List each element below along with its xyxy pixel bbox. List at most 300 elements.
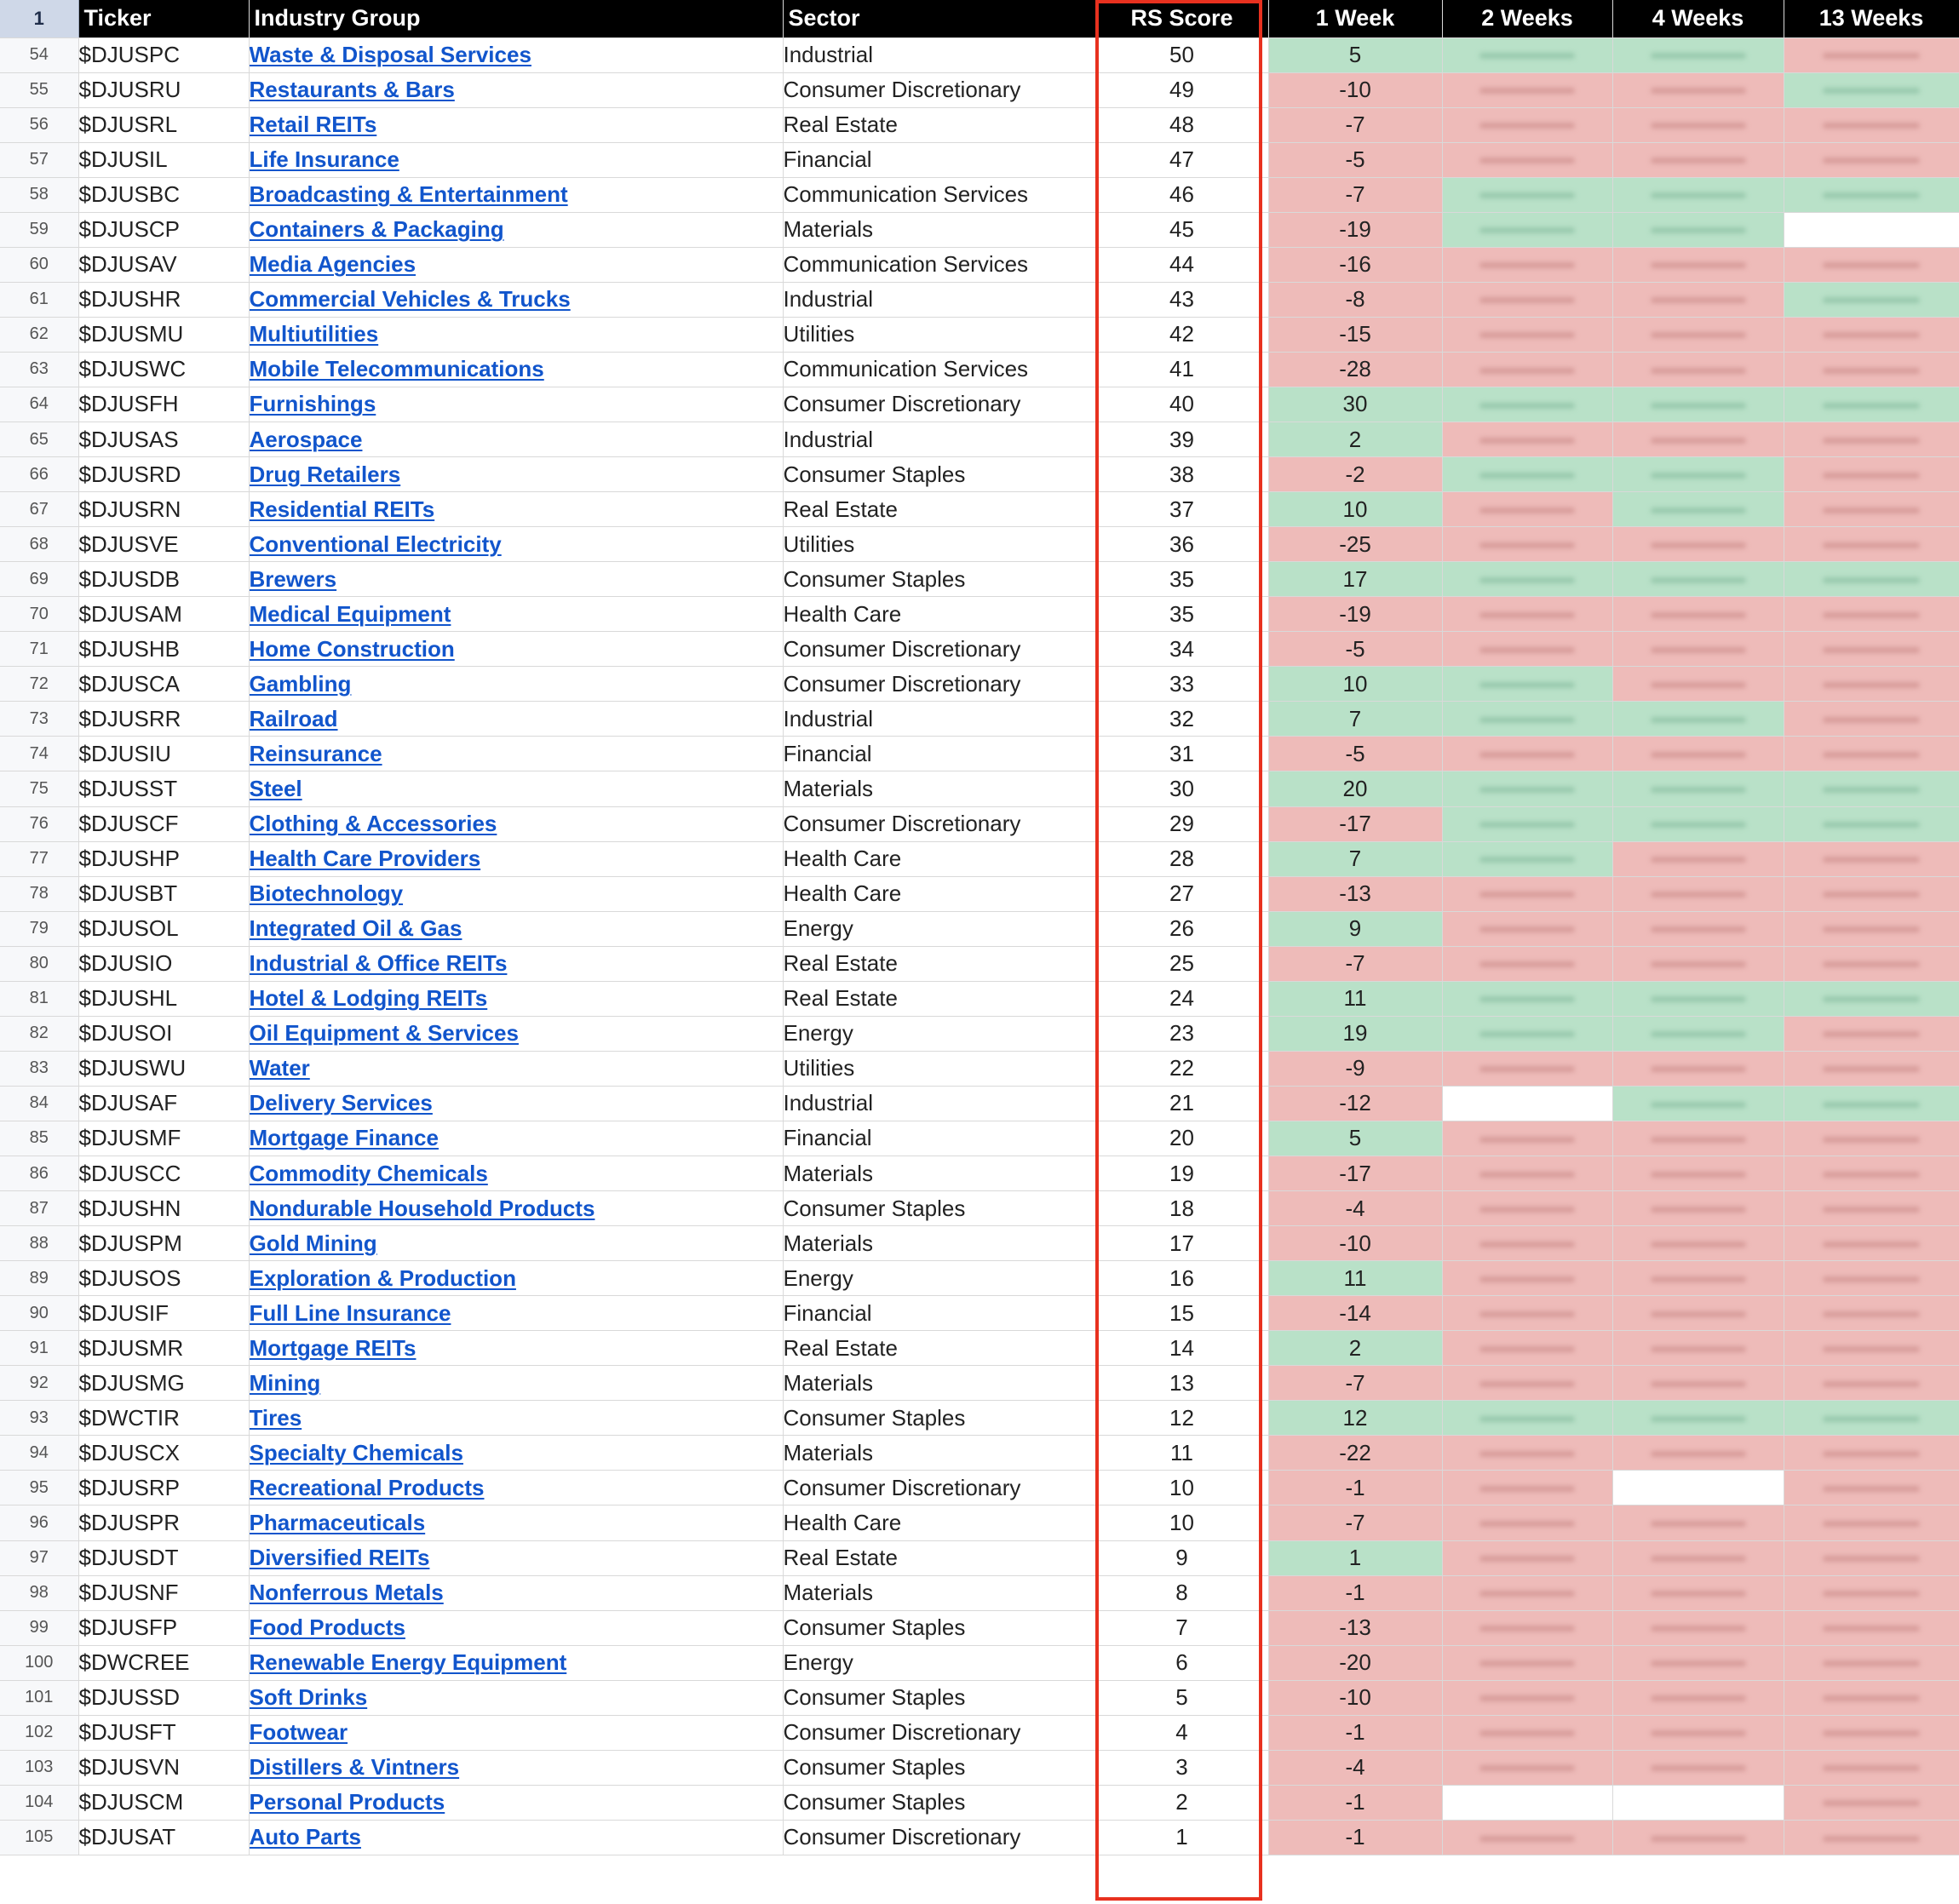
sector-cell[interactable]: Materials xyxy=(783,1226,1095,1261)
table-row[interactable] xyxy=(0,107,1959,142)
table-row[interactable] xyxy=(0,597,1959,632)
blurred-change-cell-w4[interactable] xyxy=(1612,1296,1784,1331)
blurred-change-cell-w13[interactable] xyxy=(1784,1540,1959,1575)
week1-change-cell[interactable]: -19 xyxy=(1268,212,1442,247)
row-number[interactable]: 65 xyxy=(0,422,78,457)
blurred-change-cell-w13[interactable] xyxy=(1784,1016,1959,1051)
industry-group-cell[interactable] xyxy=(249,37,783,72)
rs-score-cell[interactable]: 46 xyxy=(1095,177,1268,212)
week1-change-cell[interactable]: 10 xyxy=(1268,492,1442,527)
ticker-cell[interactable]: $DJUSCA xyxy=(78,667,249,702)
ticker-cell[interactable]: $DJUSAT xyxy=(78,1820,249,1855)
sector-cell[interactable]: Energy xyxy=(783,1645,1095,1680)
sector-cell[interactable]: Health Care xyxy=(783,841,1095,876)
sector-cell[interactable]: Consumer Staples xyxy=(783,1750,1095,1785)
blurred-change-cell-w13[interactable] xyxy=(1784,1575,1959,1610)
week1-change-cell[interactable]: -12 xyxy=(1268,1086,1442,1121)
blurred-change-cell-w13[interactable] xyxy=(1784,632,1959,667)
row-number[interactable]: 90 xyxy=(0,1296,78,1331)
ticker-cell[interactable]: $DJUSRD xyxy=(78,457,249,492)
ticker-cell[interactable]: $DJUSIO xyxy=(78,946,249,981)
blurred-change-cell-w4[interactable] xyxy=(1612,597,1784,632)
blurred-change-cell-w13[interactable] xyxy=(1784,457,1959,492)
blurred-change-cell-w13[interactable] xyxy=(1784,1715,1959,1750)
ticker-cell[interactable]: $DJUSFT xyxy=(78,1715,249,1750)
blurred-change-cell-w13[interactable] xyxy=(1784,387,1959,422)
industry-group-link[interactable]: Nondurable Household Products xyxy=(249,1195,595,1221)
row-number[interactable]: 99 xyxy=(0,1610,78,1645)
blurred-change-cell-w13[interactable] xyxy=(1784,422,1959,457)
week1-change-cell[interactable]: -22 xyxy=(1268,1436,1442,1471)
rs-score-cell[interactable]: 34 xyxy=(1095,632,1268,667)
ticker-cell[interactable]: $DJUSRR xyxy=(78,702,249,737)
week1-change-cell[interactable]: 7 xyxy=(1268,702,1442,737)
blurred-change-cell-w2[interactable] xyxy=(1442,841,1612,876)
blurred-change-cell-w13[interactable] xyxy=(1784,1505,1959,1540)
row-number[interactable]: 79 xyxy=(0,911,78,946)
week1-change-cell[interactable]: 30 xyxy=(1268,387,1442,422)
ticker-cell[interactable]: $DJUSNF xyxy=(78,1575,249,1610)
week1-change-cell[interactable]: 11 xyxy=(1268,1261,1442,1296)
sector-cell[interactable]: Consumer Staples xyxy=(783,457,1095,492)
table-row[interactable] xyxy=(0,1785,1959,1820)
ticker-cell[interactable]: $DJUSFP xyxy=(78,1610,249,1645)
week1-change-cell[interactable]: -7 xyxy=(1268,946,1442,981)
table-row[interactable] xyxy=(0,1820,1959,1855)
rs-score-cell[interactable]: 45 xyxy=(1095,212,1268,247)
industry-group-link[interactable]: Personal Products xyxy=(249,1789,445,1815)
sector-cell[interactable]: Industrial xyxy=(783,37,1095,72)
week1-change-cell[interactable]: 2 xyxy=(1268,1331,1442,1366)
week1-change-cell[interactable]: -5 xyxy=(1268,737,1442,771)
blurred-change-cell-w4[interactable] xyxy=(1612,667,1784,702)
industry-group-cell[interactable] xyxy=(249,1575,783,1610)
table-row[interactable] xyxy=(0,1156,1959,1191)
ticker-cell[interactable]: $DJUSIU xyxy=(78,737,249,771)
blurred-change-cell-w4[interactable] xyxy=(1612,37,1784,72)
table-row[interactable] xyxy=(0,1121,1959,1156)
rs-score-cell[interactable]: 3 xyxy=(1095,1750,1268,1785)
ticker-cell[interactable]: $DJUSAS xyxy=(78,422,249,457)
rs-score-cell[interactable]: 50 xyxy=(1095,37,1268,72)
table-row[interactable] xyxy=(0,212,1959,247)
blurred-change-cell-w13[interactable] xyxy=(1784,352,1959,387)
industry-group-cell[interactable] xyxy=(249,1750,783,1785)
blurred-change-cell-w4[interactable] xyxy=(1612,946,1784,981)
industry-group-cell[interactable] xyxy=(249,212,783,247)
week1-change-cell[interactable]: 11 xyxy=(1268,981,1442,1016)
industry-group-cell[interactable] xyxy=(249,737,783,771)
sector-cell[interactable]: Consumer Staples xyxy=(783,1191,1095,1226)
industry-group-link[interactable]: Multiutilities xyxy=(249,321,379,347)
week1-change-cell[interactable]: -2 xyxy=(1268,457,1442,492)
industry-group-cell[interactable] xyxy=(249,1645,783,1680)
rs-score-cell[interactable]: 37 xyxy=(1095,492,1268,527)
blurred-change-cell-w13[interactable] xyxy=(1784,1680,1959,1715)
row-number[interactable]: 98 xyxy=(0,1575,78,1610)
ticker-cell[interactable]: $DJUSMU xyxy=(78,317,249,352)
blurred-change-cell-w2[interactable] xyxy=(1442,1505,1612,1540)
rs-score-cell[interactable]: 41 xyxy=(1095,352,1268,387)
header-13-weeks[interactable]: 13 Weeks xyxy=(1784,0,1959,37)
industry-group-link[interactable]: Health Care Providers xyxy=(249,846,481,872)
blurred-change-cell-w4[interactable] xyxy=(1612,1680,1784,1715)
blurred-change-cell-w4[interactable] xyxy=(1612,562,1784,597)
ticker-cell[interactable]: $DJUSCM xyxy=(78,1785,249,1820)
sector-cell[interactable]: Utilities xyxy=(783,527,1095,562)
row-number[interactable]: 103 xyxy=(0,1750,78,1785)
blurred-change-cell-w2[interactable] xyxy=(1442,142,1612,177)
ticker-cell[interactable]: $DJUSCC xyxy=(78,1156,249,1191)
blurred-change-cell-w4[interactable] xyxy=(1612,352,1784,387)
row-number[interactable]: 72 xyxy=(0,667,78,702)
table-row[interactable] xyxy=(0,1366,1959,1401)
blurred-change-cell-w4[interactable] xyxy=(1612,1226,1784,1261)
industry-group-cell[interactable] xyxy=(249,806,783,841)
blurred-change-cell-w13[interactable] xyxy=(1784,1086,1959,1121)
industry-group-link[interactable]: Conventional Electricity xyxy=(249,530,502,557)
table-row[interactable] xyxy=(0,1575,1959,1610)
week1-change-cell[interactable]: -7 xyxy=(1268,1366,1442,1401)
industry-group-link[interactable]: Diversified REITs xyxy=(249,1545,430,1571)
industry-group-link[interactable]: Residential REITs xyxy=(249,496,435,522)
week1-change-cell[interactable]: -8 xyxy=(1268,282,1442,317)
rs-score-cell[interactable]: 42 xyxy=(1095,317,1268,352)
sector-cell[interactable]: Energy xyxy=(783,1016,1095,1051)
rs-score-cell[interactable]: 28 xyxy=(1095,841,1268,876)
sector-cell[interactable]: Consumer Discretionary xyxy=(783,72,1095,107)
rs-score-cell[interactable]: 44 xyxy=(1095,247,1268,282)
row-number[interactable]: 69 xyxy=(0,562,78,597)
blurred-change-cell-w4[interactable] xyxy=(1612,422,1784,457)
sector-cell[interactable]: Materials xyxy=(783,212,1095,247)
sector-cell[interactable]: Materials xyxy=(783,1366,1095,1401)
row-number[interactable]: 58 xyxy=(0,177,78,212)
industry-group-link[interactable]: Containers & Packaging xyxy=(249,216,504,243)
blurred-change-cell-w13[interactable] xyxy=(1784,142,1959,177)
header-sector[interactable]: Sector xyxy=(783,0,1095,37)
industry-group-link[interactable]: Mortgage Finance xyxy=(249,1125,439,1151)
ticker-cell[interactable]: $DJUSVE xyxy=(78,527,249,562)
row-number[interactable]: 68 xyxy=(0,527,78,562)
blurred-change-cell-w2[interactable] xyxy=(1442,1156,1612,1191)
industry-group-cell[interactable] xyxy=(249,1156,783,1191)
ticker-cell[interactable]: $DJUSAV xyxy=(78,247,249,282)
blurred-change-cell-w4[interactable] xyxy=(1612,632,1784,667)
blurred-change-cell-w13[interactable] xyxy=(1784,1051,1959,1086)
industry-group-link[interactable]: Distillers & Vintners xyxy=(249,1754,460,1781)
industry-group-link[interactable]: Delivery Services xyxy=(249,1090,433,1116)
row-number[interactable]: 62 xyxy=(0,317,78,352)
week1-change-cell[interactable]: -10 xyxy=(1268,1226,1442,1261)
rs-score-cell[interactable]: 12 xyxy=(1095,1401,1268,1436)
blurred-change-cell-w4[interactable] xyxy=(1612,1331,1784,1366)
blurred-change-cell-w2[interactable] xyxy=(1442,946,1612,981)
ticker-cell[interactable]: $DJUSVN xyxy=(78,1750,249,1785)
industry-group-link[interactable]: Brewers xyxy=(249,565,337,592)
rs-score-cell[interactable]: 36 xyxy=(1095,527,1268,562)
blurred-change-cell-w2[interactable] xyxy=(1442,1296,1612,1331)
blurred-change-cell-w2[interactable] xyxy=(1442,1016,1612,1051)
table-row[interactable] xyxy=(0,632,1959,667)
blurred-change-cell-w4[interactable] xyxy=(1612,1086,1784,1121)
week1-change-cell[interactable]: -28 xyxy=(1268,352,1442,387)
blurred-change-cell-w13[interactable] xyxy=(1784,282,1959,317)
industry-group-link[interactable]: Gambling xyxy=(249,670,352,697)
row-number[interactable]: 70 xyxy=(0,597,78,632)
row-number[interactable]: 94 xyxy=(0,1436,78,1471)
rs-score-cell[interactable]: 48 xyxy=(1095,107,1268,142)
week1-change-cell[interactable]: -16 xyxy=(1268,247,1442,282)
blurred-change-cell-w2[interactable] xyxy=(1442,597,1612,632)
ticker-cell[interactable]: $DJUSMF xyxy=(78,1121,249,1156)
industry-group-link[interactable]: Auto Parts xyxy=(249,1824,361,1850)
blurred-change-cell-w13[interactable] xyxy=(1784,527,1959,562)
row-number[interactable]: 84 xyxy=(0,1086,78,1121)
industry-group-cell[interactable] xyxy=(249,1016,783,1051)
ticker-cell[interactable]: $DJUSPR xyxy=(78,1505,249,1540)
blurred-change-cell-w4[interactable] xyxy=(1612,1750,1784,1785)
industry-group-link[interactable]: Clothing & Accessories xyxy=(249,811,497,837)
table-row[interactable] xyxy=(0,1471,1959,1505)
row-number[interactable]: 57 xyxy=(0,142,78,177)
blurred-change-cell-w13[interactable] xyxy=(1784,1121,1959,1156)
blurred-change-cell-w13[interactable] xyxy=(1784,806,1959,841)
ticker-cell[interactable]: $DJUSOL xyxy=(78,911,249,946)
blurred-change-cell-w13[interactable] xyxy=(1784,1191,1959,1226)
week1-change-cell[interactable]: -1 xyxy=(1268,1715,1442,1750)
ticker-cell[interactable]: $DWCTIR xyxy=(78,1401,249,1436)
ticker-cell[interactable]: $DJUSPM xyxy=(78,1226,249,1261)
table-row[interactable] xyxy=(0,702,1959,737)
table-row[interactable] xyxy=(0,387,1959,422)
header-1-week[interactable]: 1 Week xyxy=(1268,0,1442,37)
table-row[interactable] xyxy=(0,352,1959,387)
blurred-change-cell-w4[interactable] xyxy=(1612,1785,1784,1820)
header-industry-group[interactable]: Industry Group xyxy=(249,0,783,37)
row-number[interactable]: 80 xyxy=(0,946,78,981)
ticker-cell[interactable]: $DJUSDB xyxy=(78,562,249,597)
table-row[interactable] xyxy=(0,37,1959,72)
blurred-change-cell-w2[interactable] xyxy=(1442,387,1612,422)
blurred-change-cell-w2[interactable] xyxy=(1442,422,1612,457)
rs-score-cell[interactable]: 27 xyxy=(1095,876,1268,911)
blurred-change-cell-w2[interactable] xyxy=(1442,1680,1612,1715)
industry-group-cell[interactable] xyxy=(249,1331,783,1366)
rs-score-cell[interactable]: 20 xyxy=(1095,1121,1268,1156)
row-number[interactable]: 59 xyxy=(0,212,78,247)
ticker-cell[interactable]: $DJUSST xyxy=(78,771,249,806)
blurred-change-cell-w13[interactable] xyxy=(1784,72,1959,107)
industry-group-link[interactable]: Restaurants & Bars xyxy=(249,77,455,103)
row-number[interactable]: 78 xyxy=(0,876,78,911)
sector-cell[interactable]: Communication Services xyxy=(783,352,1095,387)
row-number[interactable]: 71 xyxy=(0,632,78,667)
blurred-change-cell-w13[interactable] xyxy=(1784,1436,1959,1471)
rs-score-cell[interactable]: 43 xyxy=(1095,282,1268,317)
blurred-change-cell-w4[interactable] xyxy=(1612,1715,1784,1750)
industry-group-link[interactable]: Reinsurance xyxy=(249,740,382,766)
rs-score-cell[interactable]: 25 xyxy=(1095,946,1268,981)
blurred-change-cell-w2[interactable] xyxy=(1442,37,1612,72)
industry-group-cell[interactable] xyxy=(249,527,783,562)
ticker-cell[interactable]: $DJUSWC xyxy=(78,352,249,387)
sector-cell[interactable]: Consumer Staples xyxy=(783,1401,1095,1436)
blurred-change-cell-w2[interactable] xyxy=(1442,702,1612,737)
ticker-cell[interactable]: $DJUSCP xyxy=(78,212,249,247)
rs-score-cell[interactable]: 32 xyxy=(1095,702,1268,737)
rs-score-cell[interactable]: 10 xyxy=(1095,1505,1268,1540)
sector-cell[interactable]: Consumer Discretionary xyxy=(783,1820,1095,1855)
blurred-change-cell-w2[interactable] xyxy=(1442,1785,1612,1820)
week1-change-cell[interactable]: -14 xyxy=(1268,1296,1442,1331)
blurred-change-cell-w2[interactable] xyxy=(1442,1331,1612,1366)
blurred-change-cell-w13[interactable] xyxy=(1784,702,1959,737)
table-row[interactable] xyxy=(0,1750,1959,1785)
week1-change-cell[interactable]: -7 xyxy=(1268,177,1442,212)
industry-group-link[interactable]: Renewable Energy Equipment xyxy=(249,1649,567,1676)
ticker-cell[interactable]: $DJUSOS xyxy=(78,1261,249,1296)
week1-change-cell[interactable]: 5 xyxy=(1268,1121,1442,1156)
sector-cell[interactable]: Consumer Discretionary xyxy=(783,1715,1095,1750)
rs-score-cell[interactable]: 14 xyxy=(1095,1331,1268,1366)
row-number-header[interactable]: 1 xyxy=(0,0,78,37)
blurred-change-cell-w2[interactable] xyxy=(1442,876,1612,911)
industry-group-link[interactable]: Soft Drinks xyxy=(249,1684,368,1711)
sector-cell[interactable]: Industrial xyxy=(783,702,1095,737)
row-number[interactable]: 73 xyxy=(0,702,78,737)
blurred-change-cell-w4[interactable] xyxy=(1612,212,1784,247)
table-row[interactable] xyxy=(0,457,1959,492)
blurred-change-cell-w4[interactable] xyxy=(1612,1016,1784,1051)
row-number[interactable]: 105 xyxy=(0,1820,78,1855)
row-number[interactable]: 88 xyxy=(0,1226,78,1261)
industry-group-cell[interactable] xyxy=(249,1051,783,1086)
week1-change-cell[interactable]: 10 xyxy=(1268,667,1442,702)
blurred-change-cell-w13[interactable] xyxy=(1784,876,1959,911)
ticker-cell[interactable]: $DJUSAF xyxy=(78,1086,249,1121)
blurred-change-cell-w4[interactable] xyxy=(1612,1261,1784,1296)
ticker-cell[interactable]: $DJUSRU xyxy=(78,72,249,107)
sector-cell[interactable]: Materials xyxy=(783,1436,1095,1471)
blurred-change-cell-w4[interactable] xyxy=(1612,1051,1784,1086)
blurred-change-cell-w13[interactable] xyxy=(1784,107,1959,142)
rs-score-cell[interactable]: 26 xyxy=(1095,911,1268,946)
blurred-change-cell-w4[interactable] xyxy=(1612,1121,1784,1156)
rs-score-cell[interactable]: 24 xyxy=(1095,981,1268,1016)
row-number[interactable]: 102 xyxy=(0,1715,78,1750)
ticker-cell[interactable]: $DJUSOI xyxy=(78,1016,249,1051)
blurred-change-cell-w13[interactable] xyxy=(1784,247,1959,282)
row-number[interactable]: 75 xyxy=(0,771,78,806)
blurred-change-cell-w4[interactable] xyxy=(1612,876,1784,911)
week1-change-cell[interactable]: -1 xyxy=(1268,1575,1442,1610)
sector-cell[interactable]: Industrial xyxy=(783,1086,1095,1121)
industry-group-cell[interactable] xyxy=(249,911,783,946)
blurred-change-cell-w4[interactable] xyxy=(1612,911,1784,946)
industry-group-cell[interactable] xyxy=(249,1471,783,1505)
blurred-change-cell-w4[interactable] xyxy=(1612,247,1784,282)
ticker-cell[interactable]: $DJUSFH xyxy=(78,387,249,422)
table-row[interactable] xyxy=(0,1086,1959,1121)
blurred-change-cell-w13[interactable] xyxy=(1784,1610,1959,1645)
blurred-change-cell-w2[interactable] xyxy=(1442,911,1612,946)
industry-group-link[interactable]: Specialty Chemicals xyxy=(249,1439,463,1465)
blurred-change-cell-w13[interactable] xyxy=(1784,1226,1959,1261)
blurred-change-cell-w4[interactable] xyxy=(1612,1820,1784,1855)
week1-change-cell[interactable]: -9 xyxy=(1268,1051,1442,1086)
sector-cell[interactable]: Real Estate xyxy=(783,107,1095,142)
week1-change-cell[interactable]: 9 xyxy=(1268,911,1442,946)
industry-group-cell[interactable] xyxy=(249,1086,783,1121)
industry-group-link[interactable]: Furnishings xyxy=(249,391,376,417)
blurred-change-cell-w13[interactable] xyxy=(1784,1156,1959,1191)
table-row[interactable] xyxy=(0,1226,1959,1261)
industry-group-cell[interactable] xyxy=(249,1540,783,1575)
week1-change-cell[interactable]: -17 xyxy=(1268,1156,1442,1191)
blurred-change-cell-w13[interactable] xyxy=(1784,1401,1959,1436)
row-number[interactable]: 97 xyxy=(0,1540,78,1575)
sector-cell[interactable]: Consumer Discretionary xyxy=(783,1471,1095,1505)
blurred-change-cell-w2[interactable] xyxy=(1442,457,1612,492)
row-number[interactable]: 63 xyxy=(0,352,78,387)
industry-group-link[interactable]: Mortgage REITs xyxy=(249,1334,417,1361)
rs-score-cell[interactable]: 4 xyxy=(1095,1715,1268,1750)
blurred-change-cell-w2[interactable] xyxy=(1442,1471,1612,1505)
row-number[interactable]: 61 xyxy=(0,282,78,317)
blurred-change-cell-w2[interactable] xyxy=(1442,107,1612,142)
ticker-cell[interactable]: $DJUSIL xyxy=(78,142,249,177)
blurred-change-cell-w13[interactable] xyxy=(1784,946,1959,981)
rs-score-cell[interactable]: 31 xyxy=(1095,737,1268,771)
industry-group-link[interactable]: Commercial Vehicles & Trucks xyxy=(249,286,571,313)
rs-score-cell[interactable]: 49 xyxy=(1095,72,1268,107)
table-row[interactable] xyxy=(0,1610,1959,1645)
industry-group-cell[interactable] xyxy=(249,876,783,911)
blurred-change-cell-w4[interactable] xyxy=(1612,1191,1784,1226)
row-number[interactable]: 91 xyxy=(0,1331,78,1366)
industry-group-cell[interactable] xyxy=(249,1505,783,1540)
week1-change-cell[interactable]: 19 xyxy=(1268,1016,1442,1051)
row-number[interactable]: 66 xyxy=(0,457,78,492)
sector-cell[interactable]: Consumer Staples xyxy=(783,562,1095,597)
sector-cell[interactable]: Financial xyxy=(783,1296,1095,1331)
industry-group-link[interactable]: Footwear xyxy=(249,1719,348,1746)
industry-group-cell[interactable] xyxy=(249,1226,783,1261)
blurred-change-cell-w4[interactable] xyxy=(1612,317,1784,352)
industry-group-link[interactable]: Oil Equipment & Services xyxy=(249,1020,519,1047)
rs-score-cell[interactable]: 18 xyxy=(1095,1191,1268,1226)
row-number[interactable]: 56 xyxy=(0,107,78,142)
blurred-change-cell-w4[interactable] xyxy=(1612,177,1784,212)
sector-cell[interactable]: Communication Services xyxy=(783,247,1095,282)
header-rs-score[interactable]: RS Score xyxy=(1095,0,1268,37)
table-row[interactable] xyxy=(0,1680,1959,1715)
row-number[interactable]: 89 xyxy=(0,1261,78,1296)
industry-group-cell[interactable] xyxy=(249,317,783,352)
blurred-change-cell-w4[interactable] xyxy=(1612,1540,1784,1575)
industry-group-cell[interactable] xyxy=(249,632,783,667)
week1-change-cell[interactable]: -7 xyxy=(1268,107,1442,142)
week1-change-cell[interactable]: -4 xyxy=(1268,1191,1442,1226)
sector-cell[interactable]: Financial xyxy=(783,1121,1095,1156)
sector-cell[interactable]: Consumer Discretionary xyxy=(783,667,1095,702)
table-row[interactable] xyxy=(0,317,1959,352)
industry-group-cell[interactable] xyxy=(249,946,783,981)
row-number[interactable]: 76 xyxy=(0,806,78,841)
blurred-change-cell-w2[interactable] xyxy=(1442,981,1612,1016)
table-row[interactable] xyxy=(0,1191,1959,1226)
